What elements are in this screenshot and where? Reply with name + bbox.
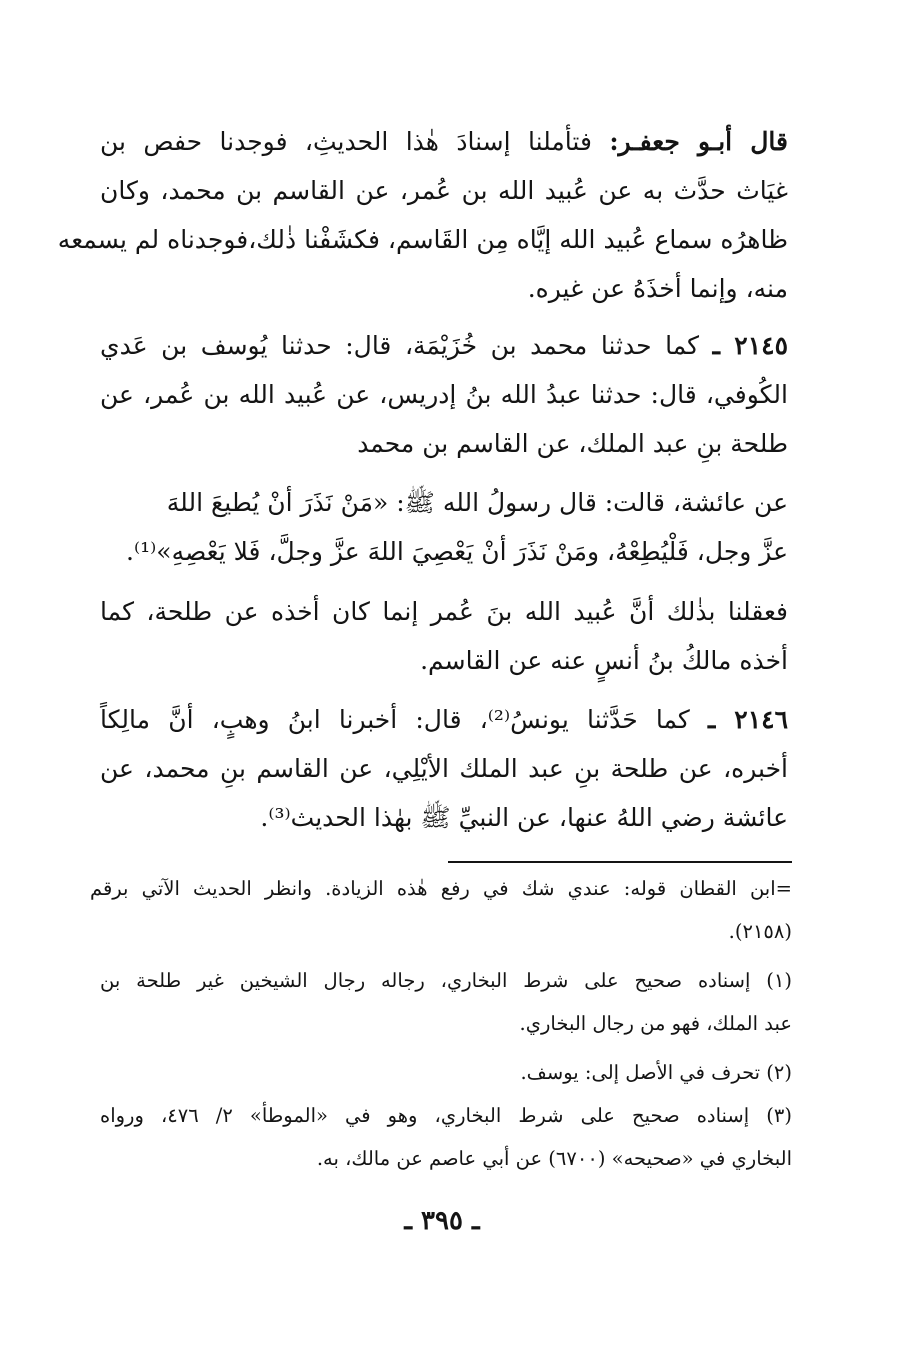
footnote-continuation [90,874,792,954]
text-line: أخبره، عن طلحة بنِ عبد الملك الأيْلِي، عن القاسم بنِ محمد، عن [100,754,788,783]
text-line: غيَاث حدَّث به عن عُبيد الله بن عُمر، عن القاسم بن محمد، وكان [100,176,788,205]
text-line: فعقلنا بذٰلك أنَّ عُبيد الله بنَ عُمر إنما كان أخذه عن طلحة، كما [100,597,788,626]
speaker-label: قال أبـو جعفـر: [609,127,789,156]
hadith-2145 [100,328,788,468]
footnote-line: (٢١٥٨). [728,920,792,943]
footnote-line: البخاري في «صحيحه» (٦٧٠٠) عن أبي عاصم عن مالك، به. [316,1147,792,1170]
text-line: منه، وإنما أخذَهُ عن غيره. [527,274,788,303]
page-number: ـ ٣٩٥ ـ [404,1206,480,1236]
footnote-line: عبد الملك، فهو من رجال البخاري. [519,1012,792,1035]
text-span: كما حدثنا محمد بن خُزَيْمَة، قال: حدثنا يُوسف بن عَدي [100,331,700,360]
footnote-2 [100,1058,792,1094]
text-line: عزَّ وجل، فَلْيُطِعْهُ، ومَنْ نَذَرَ أنْ يَعْصِيَ اللهَ عزَّ وجلَّ، فَلا يَعْصِهِ»⁽¹⁾. [126,537,788,566]
footnote-line: =ابن القطان قوله: عندي شك في رفع هٰذه الزيادة. وانظر الحديث الآتي برقم [90,877,792,900]
text-line [100,702,788,738]
hadith-2146 [100,702,788,842]
footnote-line: (٢) تحرف في الأصل إلى: يوسف. [520,1061,792,1084]
hadith-number: ٢١٤٦ ـ [708,705,788,734]
text-line: الكُوفي، قال: حدثنا عبدُ الله بنُ إدريس، عن عُبيد الله بن عُمر، عن [100,380,788,409]
text-line: عائشة رضي اللهُ عنها، عن النبيِّ ﷺ بهٰذا الحديث⁽³⁾. [260,803,788,832]
hadith-number: ٢١٤٥ ـ [712,331,788,360]
footnote-separator [448,861,792,863]
footnote-line: (١) إسناده صحيح على شرط البخاري، رجاله رجال الشيخين غير طلحة بن [100,969,792,992]
text-line: ظاهرُه سماع عُبيد الله إيَّاه مِن القَاسم، فكشَفْنا ذٰلك،فوجدناه لم يسمعه [57,225,788,254]
footnote-line: (٣) إسناده صحيح على شرط البخاري، وهو في «الموطأ» ٢/ ٤٧٦، ورواه [100,1104,792,1127]
paragraph-aisha-hadith [100,485,788,577]
footnote-3 [100,1101,792,1181]
footnote-1 [100,966,792,1046]
text-span: فتأملنا إسنادَ هٰذا الحديثِ، فوجدنا حفص بن [100,127,592,156]
text-line [100,124,788,160]
text-line: أخذه مالكُ بنُ أنسٍ عنه عن القاسم. [420,646,788,675]
text-line: عن عائشة، قالت: قال رسولُ الله ﷺ: «مَنْ نَذَرَ أنْ يُطيعَ اللهَ [166,488,788,517]
paragraph-abu-jafar [57,124,789,314]
text-line [100,328,788,364]
text-line: طلحة بنِ عبد الملك، عن القاسم بن محمد [357,429,788,458]
text-span: كما حَدَّثنا يونسُ⁽²⁾، قال: أخبرنا ابنُ وهبٍ، أنَّ مالِكاً [100,705,690,734]
paragraph-conclusion [100,594,788,686]
